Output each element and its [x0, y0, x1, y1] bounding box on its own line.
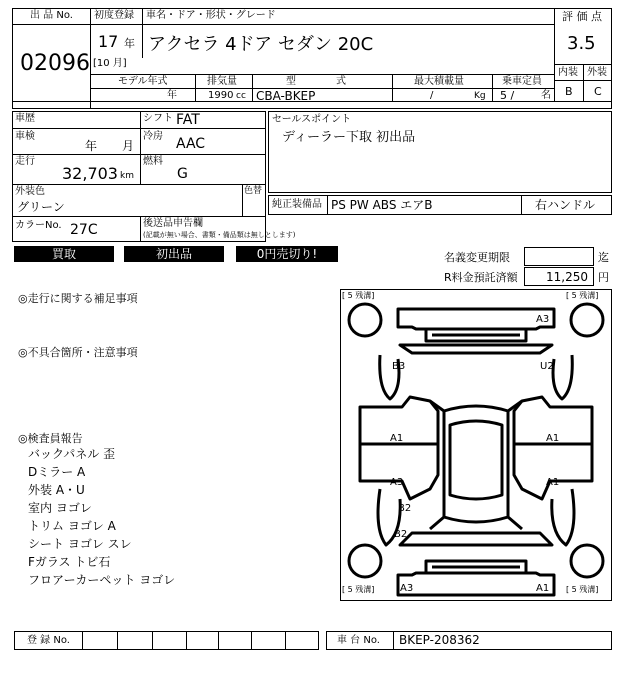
inspector-line: 室内 ヨゴレ [28, 501, 92, 515]
capacity-value: 5 / [500, 89, 515, 102]
chassis-number: BKEP-208362 [399, 633, 480, 647]
lot-number: 02096 [20, 51, 90, 76]
model-label: 型 式 [286, 76, 346, 87]
hood-outline [400, 533, 552, 545]
fuel-value: G [177, 166, 188, 182]
car-name: アクセラ 4ドア セダン 20C [148, 34, 374, 55]
mark-left-rear-quarter: B3 [392, 361, 406, 372]
color-no-value: 27C [70, 222, 98, 238]
score-value: 3.5 [567, 33, 596, 54]
right-rear-quarter-outline [553, 355, 572, 399]
tire-rear-right [571, 304, 603, 336]
lot-label: 出 品 No. [30, 10, 73, 21]
inspection-year: 年 [85, 139, 98, 153]
roof-outline [450, 421, 502, 499]
fuel-label: 燃料 [143, 156, 163, 167]
ac-value: AAC [176, 136, 206, 152]
driving-notes-label: ◎走行に関する補足事項 [18, 292, 138, 305]
inspector-line: トリム ヨゴレ A [28, 519, 116, 533]
right-front-fender-outline [552, 489, 574, 545]
color-no-label: カラーNo. [15, 220, 62, 231]
mileage-label: 走行 [15, 156, 35, 167]
interior-grade: B [565, 85, 573, 98]
reg-year: 17 [98, 32, 119, 51]
rear-bumper-outline [398, 309, 554, 329]
tread-tag-rear-right: [ 5 残溝] [566, 291, 599, 300]
rear-body-outline [400, 345, 552, 353]
mileage-value: 32,703 [62, 164, 118, 183]
recycle-label: R料金預託済額 [444, 271, 518, 284]
car-diagram [340, 289, 612, 601]
equipment-label: 純正装備品 [272, 199, 322, 210]
mark-rear-bumper: A3 [536, 314, 550, 325]
displacement-unit: cc [236, 91, 246, 101]
recycle-value: 11,250 [546, 270, 588, 284]
mark-right-rear-door: A1 [546, 433, 560, 444]
post-report-note: (記載が無い場合、書類・備品類は無しとします) [143, 231, 296, 239]
reg-year-unit: 年 [124, 37, 135, 50]
inspector-label: ◎検査員報告 [18, 432, 83, 445]
inspector-line: Fガラス トビ石 [28, 555, 111, 569]
name-change-box [524, 247, 594, 266]
color-value: グリーン [17, 200, 65, 214]
tire-front-left [349, 545, 381, 577]
mark-right-rear-quarter: U2 [540, 361, 554, 372]
score-label: 評 価 点 [562, 10, 602, 23]
interior-label: 内装 [558, 67, 578, 78]
badge-kaitori: 買取 [14, 246, 114, 262]
defects-label: ◎不具合箇所・注意事項 [18, 346, 138, 359]
displacement-label: 排気量 [207, 76, 237, 87]
equipment-value: PS PW ABS エアB [331, 198, 433, 212]
badge-first-listing: 初出品 [124, 246, 224, 262]
inspection-label: 車検 [15, 131, 35, 142]
tread-tag-rear-left: [ 5 残溝] [342, 291, 375, 300]
first-reg-label: 初度登録 [94, 10, 134, 21]
mileage-unit: km [120, 171, 134, 181]
tread-tag-front-left: [ 5 残溝] [342, 585, 375, 594]
max-load-label: 最大積載量 [414, 76, 464, 87]
tire-rear-left [349, 304, 381, 336]
capacity-unit: 名 [541, 90, 551, 101]
mark-front-bumper-left: A3 [400, 583, 414, 594]
exterior-grade: C [594, 85, 602, 98]
inspector-line: 外装 A・U [28, 483, 85, 497]
tire-front-right [571, 545, 603, 577]
handle-value: 右ハンドル [535, 198, 596, 212]
shift-value: FAT [176, 112, 200, 128]
name-change-unit: 迄 [598, 251, 609, 264]
max-load-unit: Kg [474, 91, 486, 101]
mark-left-fender-upper: B2 [398, 503, 412, 514]
mark-left-rear-door: A1 [390, 433, 404, 444]
model-year-label: モデル年式 [118, 76, 168, 87]
model-value: CBA-BKEP [256, 89, 316, 103]
recycle-unit: 円 [598, 271, 609, 284]
inspector-line: バックパネル 歪 [28, 447, 116, 461]
reg-month: [10 月] [93, 58, 127, 69]
history-label: 車歴 [15, 113, 35, 124]
inspection-month: 月 [122, 139, 135, 153]
ac-label: 冷房 [143, 131, 163, 142]
mark-left-front-door: A3 [390, 477, 404, 488]
capacity-label: 乗車定員 [502, 76, 542, 87]
inspector-line: フロアーカーペット ヨゴレ [28, 573, 176, 587]
displacement-value: 1990 [208, 90, 234, 101]
mark-front-bumper-right: A1 [536, 583, 550, 594]
front-bumper-outline [398, 573, 554, 595]
chassis-label: 車 台 No. [337, 635, 380, 646]
color-label: 外装色 [15, 186, 45, 197]
exterior-label: 外装 [587, 67, 607, 78]
model-year-unit: 年 [167, 90, 177, 101]
post-report-label: 後送品申告欄 [143, 218, 203, 229]
sales-point-label: セールスポイント [272, 114, 352, 125]
color-change-label: 色替 [244, 186, 263, 196]
sales-point-value: ディーラー下取 初出品 [282, 130, 416, 145]
inspector-line: シート ヨゴレ スレ [28, 537, 132, 551]
shift-label: シフト [143, 113, 173, 124]
max-load-sep: / [430, 90, 434, 101]
badge-zero-yen: 0円売切り! [236, 246, 338, 262]
mark-left-fender-lower: B2 [394, 529, 408, 540]
car-name-label: 車名・ドア・形状・グレード [146, 10, 276, 21]
reg-no-label: 登 録 No. [27, 635, 70, 646]
mark-right-front-door: A1 [546, 477, 560, 488]
name-change-label: 名義変更期限 [444, 251, 510, 264]
inspector-line: Dミラー A [28, 465, 86, 479]
tread-tag-front-right: [ 5 残溝] [566, 585, 599, 594]
